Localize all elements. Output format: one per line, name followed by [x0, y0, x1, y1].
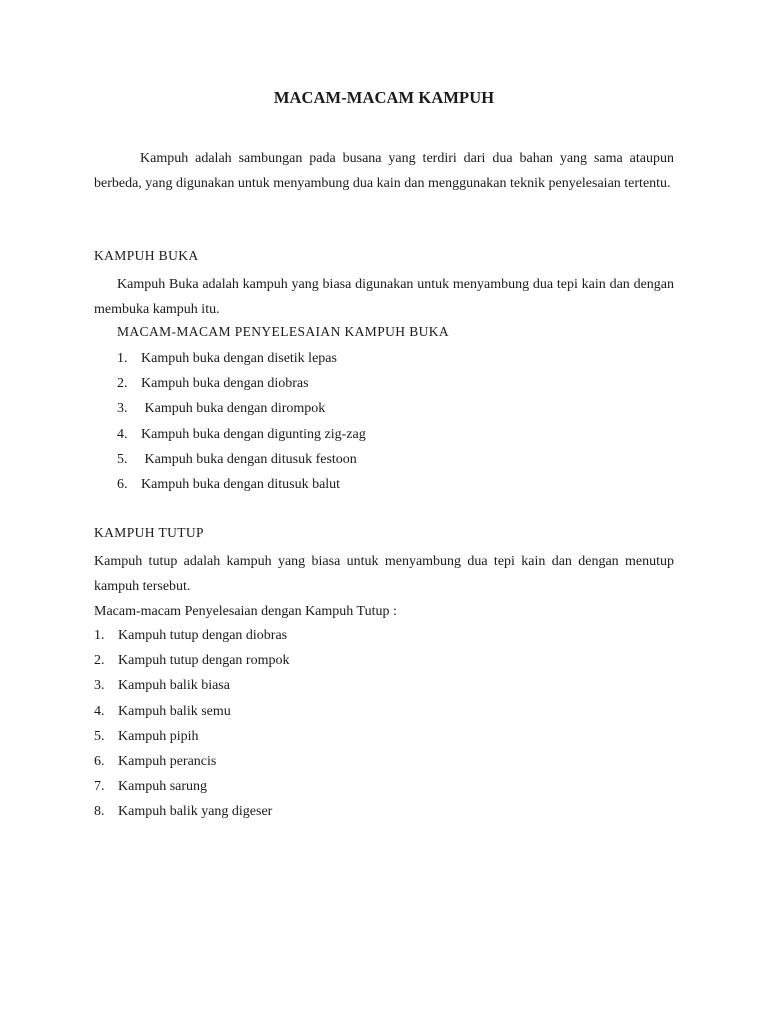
list-item — [117, 371, 366, 396]
list-item-number: 4. — [117, 426, 128, 442]
list-item-text: Kampuh perancis — [118, 753, 217, 769]
list-item-number: 5. — [94, 728, 105, 744]
list-item — [94, 724, 289, 749]
kampuh-tutup-subheading: Macam-macam Penyelesaian dengan Kampuh Tutup : — [94, 604, 397, 619]
list-item-number: 3. — [117, 401, 128, 417]
list-item-number: 6. — [94, 753, 105, 769]
list-item-text: Kampuh buka dengan ditusuk balut — [141, 476, 341, 492]
kampuh-buka-list — [117, 346, 366, 497]
list-item — [94, 648, 289, 673]
list-item-number: 4. — [94, 703, 105, 719]
list-item — [94, 623, 289, 648]
list-item — [94, 774, 289, 799]
list-item-number: 2. — [117, 376, 128, 392]
list-item-text: Kampuh tutup dengan diobras — [118, 628, 288, 643]
list-item-number: 7. — [94, 779, 105, 795]
list-item — [117, 447, 366, 472]
intro-paragraph: Kampuh adalah sambungan pada busana yang terdiri dari dua bahan yang sama ataupun berbeda, yang digunakan untuk menyambung dua kain dan menggunakan teknik penyelesaian tertentu. — [94, 151, 674, 191]
list-item-number: 5. — [117, 451, 128, 467]
kampuh-tutup-paragraph: Kampuh tutup adalah kampuh yang biasa untuk menyambung dua tepi kain dan dengan menutup kampuh tersebut. — [94, 554, 674, 594]
kampuh-buka-paragraph: Kampuh Buka adalah kampuh yang biasa digunakan untuk menyambung dua tepi kain dan dengan membuka kampuh itu. — [94, 277, 674, 317]
list-item-text: Kampuh buka dengan diobras — [141, 376, 309, 392]
list-item — [94, 699, 289, 724]
list-item — [117, 396, 366, 421]
list-item-text: Kampuh sarung — [118, 779, 208, 795]
list-item-text: Kampuh buka dengan disetik lepas — [141, 351, 337, 366]
list-item-number: 1. — [117, 351, 128, 366]
list-item — [94, 799, 289, 824]
list-item — [94, 749, 289, 774]
list-item-text: Kampuh balik semu — [118, 703, 231, 719]
list-item — [94, 673, 289, 698]
list-item — [117, 422, 366, 447]
list-item-text: Kampuh tutup dengan rompok — [118, 653, 290, 669]
list-item — [117, 346, 366, 371]
list-item-text: Kampuh buka dengan digunting zig-zag — [141, 426, 366, 442]
list-item-number: 3. — [94, 678, 105, 694]
list-item — [117, 472, 366, 497]
list-item-text: Kampuh balik biasa — [118, 678, 230, 694]
page-title: MACAM-MACAM KAMPUH — [273, 88, 495, 107]
list-item-text: Kampuh buka dengan ditusuk festoon — [141, 451, 357, 467]
kampuh-buka-subheading: MACAM-MACAM PENYELESAIAN KAMPUH BUKA — [117, 324, 450, 339]
list-item-text: Kampuh balik yang digeser — [118, 804, 273, 820]
list-item-number: 2. — [94, 653, 105, 669]
list-item-text: Kampuh buka dengan dirompok — [141, 401, 326, 417]
list-item-number: 8. — [94, 804, 105, 820]
kampuh-tutup-heading: KAMPUH TUTUP — [94, 525, 204, 540]
list-item-number: 6. — [117, 476, 128, 492]
kampuh-tutup-list — [94, 623, 289, 825]
list-item-text: Kampuh pipih — [118, 728, 199, 744]
kampuh-buka-heading: KAMPUH BUKA — [94, 248, 199, 263]
list-item-number: 1. — [94, 628, 105, 643]
